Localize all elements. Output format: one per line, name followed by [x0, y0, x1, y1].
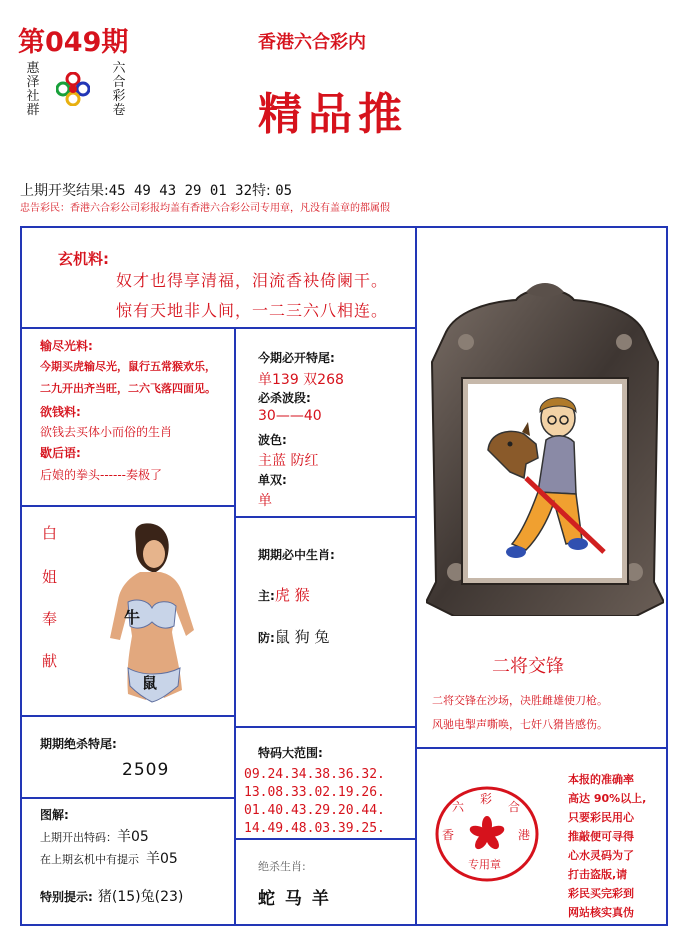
shujin-text: 今期买虎输尽光，鼠行五常猴欢乐， [40, 360, 216, 373]
divider [234, 838, 417, 840]
warning-notice: 忠告彩民：香港六合彩公司彩报均盖有香港六合彩公司专用章，凡没有盖章的都属假 [20, 203, 390, 214]
divider [234, 329, 236, 926]
stamp-char: 合 [508, 800, 521, 814]
shujin-text: 二九开出齐当旺，二六飞落四面见。 [40, 382, 216, 395]
photo-overlay-text: 鼠 [142, 674, 158, 692]
divider [20, 505, 235, 507]
picture-poem-line1: 二将交锋在沙场，决胜雌雄使刀枪。 [432, 694, 608, 707]
tujie-title: 图解: [40, 808, 69, 822]
issue-number: 第049期 [18, 27, 129, 58]
divider [234, 726, 417, 728]
color-value: 主蓝 防红 [258, 453, 319, 469]
last-result-numbers: 45 49 43 29 01 32 [108, 183, 253, 199]
code-row: 14.49.48.03.39.25. [244, 821, 385, 836]
special-range-title: 特码大范围: [258, 746, 323, 760]
divider [20, 327, 417, 329]
xiehouyu-text: 后娘的拳头------奏极了 [40, 468, 162, 482]
xuanji-line1: 奴才也得享清福，泪流香袂倚阑干。 [116, 271, 389, 290]
left-vertical-text: 惠泽社群 [26, 61, 40, 118]
special-hint: 特别提示: 猪(15)兔(23) [40, 889, 184, 905]
official-stamp [432, 784, 542, 884]
divider [415, 747, 668, 749]
accuracy-notice: 本报的准确率 高达 90%以上, 只要彩民用心 推敲便可寻得 心水灵码为了 打击盗版,请 彩民买完彩到 网站核实真伪 [568, 773, 647, 919]
kill-zodiac-title: 绝杀生肖: [258, 860, 306, 873]
kill-tail-title: 期期绝杀特尾: [40, 737, 117, 751]
picture-frame [426, 282, 664, 616]
yuqian-text: 欲钱去买体小而俗的生肖 [40, 425, 173, 439]
zodiac-title: 期期必中生肖: [258, 548, 335, 562]
wave-value: 30——40 [258, 408, 322, 424]
divider [20, 715, 235, 717]
stamp-char: 香 [442, 828, 455, 842]
code-row: 09.24.34.38.36.32. [244, 767, 385, 782]
tujie-line1: 上期开出特码：羊05 [40, 829, 149, 845]
tujie-line2: 在上期玄机中有提示 羊05 [40, 851, 178, 867]
zodiac-guard: 防:鼠 狗 兔 [258, 628, 330, 646]
divider [20, 797, 235, 799]
baijie-char: 姐 [42, 568, 58, 586]
stamp-char: 港 [518, 828, 531, 842]
kill-zodiac-value: 蛇 马 羊 [258, 889, 331, 909]
last-result: 上期开奖结果:45 49 43 29 01 32特: 05 [20, 183, 293, 199]
picture-poem-line2: 风驰电掣声嘶唤，七奸八猾皆感伤。 [432, 718, 608, 731]
picture-caption: 二将交锋 [492, 656, 564, 677]
zodiac-main: 主:虎 猴 [258, 586, 310, 604]
xuanji-title: 玄机料: [58, 250, 109, 268]
shujin-title: 输尽光料: [40, 339, 93, 353]
right-vertical-text: 六合彩卷 [112, 61, 126, 118]
color-label: 波色: [258, 433, 287, 447]
special-range-codes [244, 766, 385, 838]
baijie-char: 献 [42, 652, 58, 670]
oddeven-label: 单双: [258, 473, 287, 487]
stamp-text: 专用章 [468, 858, 501, 871]
divider [415, 226, 417, 926]
tail-value: 单139 双268 [258, 372, 344, 388]
last-result-special: 05 [275, 183, 293, 199]
header-title-top: 香港六合彩内 [258, 32, 366, 53]
xuanji-line2: 惊有天地非人间，一二三六八相连。 [116, 301, 389, 320]
code-row: 13.08.33.02.19.26. [244, 785, 385, 800]
lottery-logo-icon [56, 72, 90, 106]
tail-label: 今期必开特尾: [258, 351, 335, 365]
code-row: 01.40.43.29.20.44. [244, 803, 385, 818]
stamp-char: 彩 [480, 792, 493, 806]
oddeven-value: 单 [258, 493, 272, 509]
baijie-char: 奉 [42, 610, 58, 628]
header-title-main: 精品推 [258, 89, 408, 140]
baijie-char: 白 [42, 524, 58, 542]
photo-overlay-text: 牛 [124, 608, 141, 627]
xiehouyu-title: 歇后语: [40, 446, 81, 460]
wave-label: 必杀波段: [258, 391, 311, 405]
kill-tail-value: 2509 [122, 760, 170, 780]
divider [234, 516, 417, 518]
yuqian-title: 欲钱料: [40, 405, 81, 419]
stamp-char: 六 [452, 800, 465, 814]
